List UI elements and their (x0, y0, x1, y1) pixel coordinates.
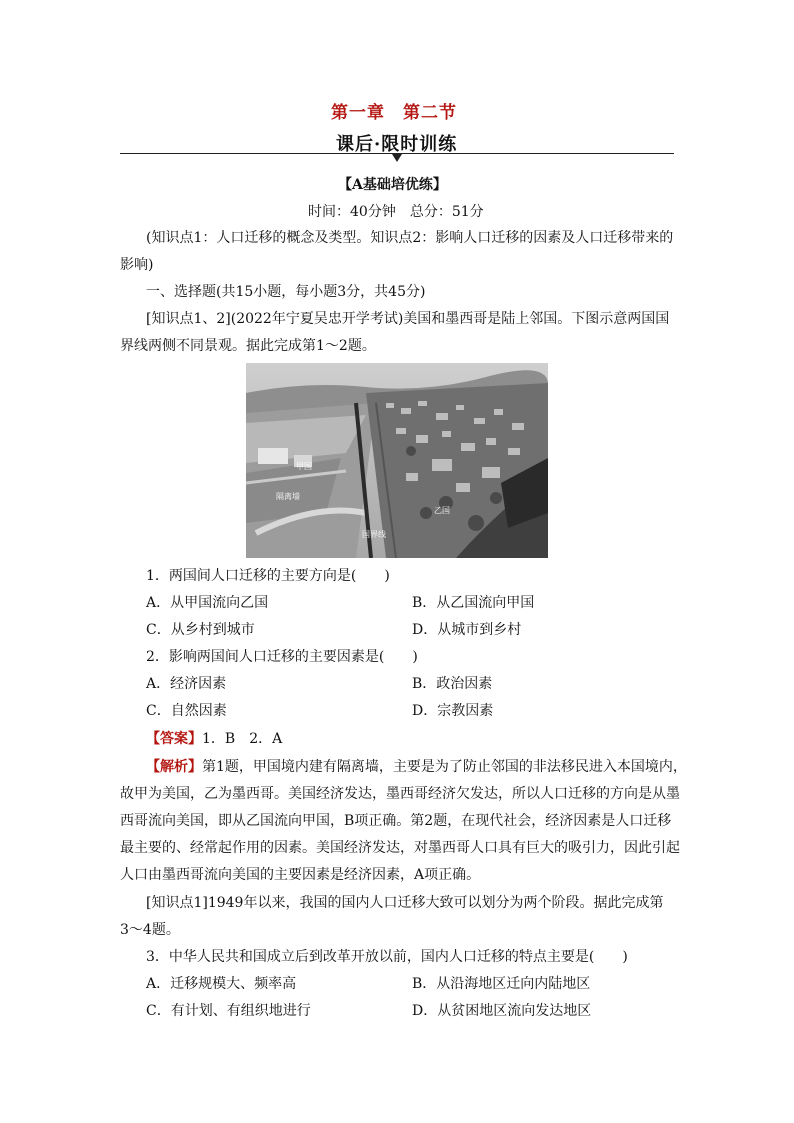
label-country-a: 甲国 (296, 462, 312, 471)
question-3-stem: 3．中华人民共和国成立后到改革开放以前，国内人口迁移的特点主要是( ) (146, 949, 628, 965)
knowledge-points-line1: (知识点1：人口迁移的概念及类型。知识点2：影响人口迁移的因素及人口迁移带来的 (146, 230, 674, 246)
label-country-b: 乙国 (434, 506, 450, 515)
chapter-title: 第一章 第二节 (331, 103, 457, 123)
answer-tag: 【答案】 (146, 731, 202, 747)
analysis-line4: 最主要的、经常起作用的因素。美国经济发达，对墨西哥人口具有巨大的吸引力，因此引起 (120, 840, 680, 856)
triangle-marker-icon (392, 154, 402, 162)
time-score-line: 时间：40分钟 总分：51分 (308, 204, 484, 220)
label-wall: 隔离墙 (276, 492, 300, 501)
question-2-option-b: B．政治因素 (412, 676, 493, 692)
question-2-stem: 2．影响两国间人口迁移的主要因素是( ) (146, 649, 418, 665)
question-2-option-d: D．宗教因素 (412, 703, 494, 719)
page-subtitle: 课后·限时训练 (336, 134, 458, 155)
analysis-line1 (146, 754, 687, 781)
question-1-option-a: A．从甲国流向乙国 (146, 595, 269, 611)
question-stem-1-line2: 界线两侧不同景观。据此完成第1～2题。 (120, 338, 376, 354)
question-2-option-a: A．经济因素 (146, 676, 227, 692)
section-title: 【A基础培优练】 (338, 177, 447, 193)
question-1-option-b: B．从乙国流向甲国 (412, 595, 535, 611)
analysis-tag: 【解析】 (146, 759, 202, 775)
answer-text: 1．B 2．A (202, 731, 283, 747)
part-heading: 一、选择题(共15小题，每小题3分，共45分) (146, 284, 426, 300)
knowledge-points-line2: 影响) (120, 257, 154, 273)
border-landscape-photo (246, 363, 548, 558)
analysis-text-1: 第1题，甲国境内建有隔离墙，主要是为了防止邻国的非法移民进入本国境内， (202, 759, 687, 775)
analysis-line3: 西哥流向美国，即从乙国流向甲国，B项正确。第2题，在现代社会，经济因素是人口迁移 (120, 813, 672, 829)
question-1-stem: 1．两国间人口迁移的主要方向是( ) (146, 568, 390, 584)
question-1-option-c: C．从乡村到城市 (146, 622, 255, 638)
question-stem-1-line1: [知识点1、2](2022年宁夏吴忠开学考试)美国和墨西哥是陆上邻国。下图示意两国国 (146, 311, 670, 327)
label-border: 国界线 (362, 530, 386, 539)
question-2-option-c: C．自然因素 (146, 703, 227, 719)
question-3-option-a: A．迁移规模大、频率高 (146, 976, 297, 992)
analysis-line2: 故甲为美国，乙为墨西哥。美国经济发达，墨西哥经济欠发达，所以人口迁移的方向是从墨 (120, 786, 680, 802)
answer-line (146, 726, 282, 753)
analysis-line5: 人口由墨西哥流向美国的主要因素是经济因素，A项正确。 (120, 867, 481, 883)
question-3-option-d: D．从贫困地区流向发达地区 (412, 1003, 592, 1019)
question-3-option-c: C．有计划、有组织地进行 (146, 1003, 311, 1019)
question-3-option-b: B．从沿海地区迁向内陆地区 (412, 976, 591, 992)
question-stem-2-line2: 3～4题。 (120, 922, 180, 938)
question-1-option-d: D．从城市到乡村 (412, 622, 522, 638)
question-stem-2-line1: [知识点1]1949年以来，我国的国内人口迁移大致可以划分为两个阶段。据此完成第 (146, 895, 664, 911)
